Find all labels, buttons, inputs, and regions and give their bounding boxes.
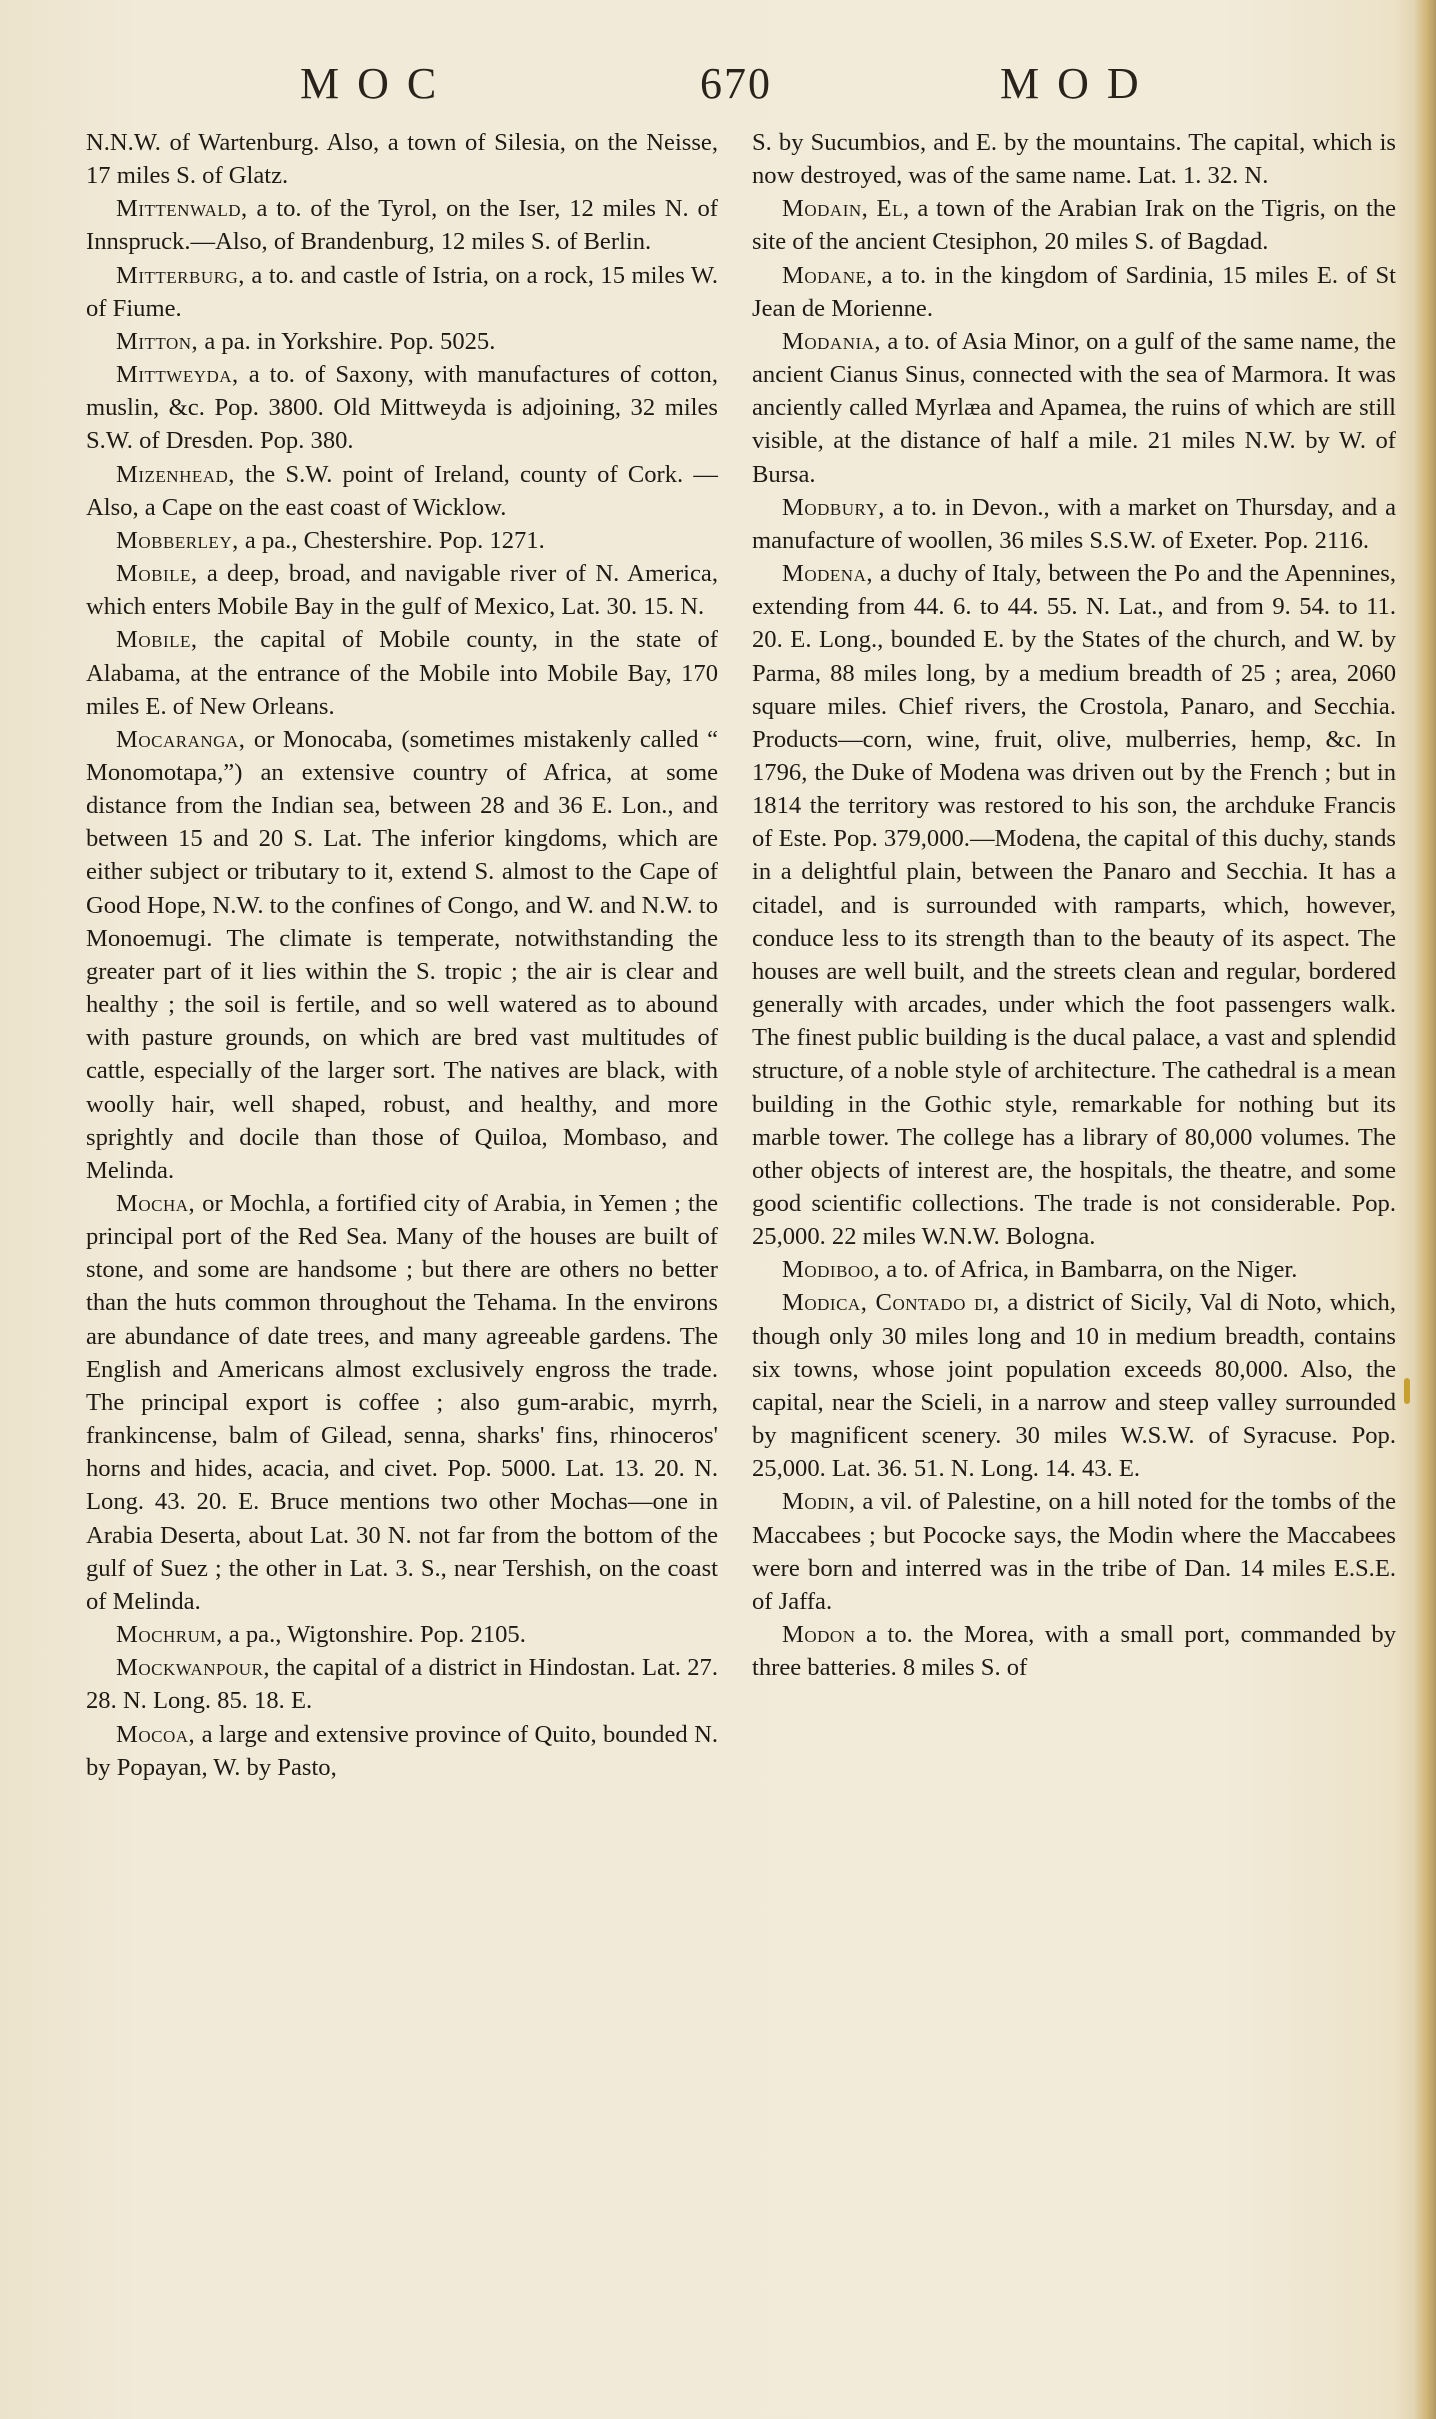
entry-headword: Modania,: [782, 327, 882, 355]
entry-text: a to. of the Tyrol, on the Iser, 12 miles N. of Innspruck.—Also, of Brandenburg, 12 miles S. of Berlin.: [86, 195, 718, 256]
entry-headword: Modbury,: [782, 493, 885, 521]
entry-text: the capital of Mobile county, in the state of Alabama, at the entrance of the Mobile into Mobile Bay, 170 miles E. of New Orleans.: [86, 626, 718, 720]
gazetteer-entry: [86, 1618, 718, 1651]
entry-headword: Mocoa,: [116, 1720, 196, 1748]
gazetteer-entry: [752, 192, 1396, 258]
entry-headword: Mobberley,: [116, 526, 239, 554]
entry-text: a to. of Asia Minor, on a gulf of the same name, the ancient Cianus Sinus, connected with the sea of Marmora. It was anciently called Myrlæa and Apamea, the ruins of which are still visible, at the distance of half a mile. 21 miles N.W. by W. of Bursa.: [752, 327, 1396, 488]
entry-text: N.N.W. of Wartenburg. Also, a town of Silesia, on the Neisse, 17 miles S. of Glatz.: [86, 129, 718, 190]
entry-headword: Mobile,: [116, 560, 198, 588]
entry-text: or Mochla, a fortified city of Arabia, in Yemen ; the principal port of the Red Sea. Many of the houses are built of stone, and some are handsome ; but there are others no better than the huts common throughout the Tehama. In the environs are abundance of date trees, and many agreeable gardens. The English and Americans almost exclusively engross the trade. The principal export is coffee ; also gum-arabic, myrrh, frankincense, balm of Gilead, senna, sharks' fins, rhinoceros' horns and hides, acacia, and civet. Pop. 5000. Lat. 13. 20. N. Long. 43. 20. E. Bruce mentions two other Mochas—one in Arabia Deserta, about Lat. 30 N. not far from the bottom of the gulf of Suez ; the other in Lat. 3. S., near Tershish, on the coast of Melinda.: [86, 1190, 718, 1615]
gazetteer-entry: [752, 1286, 1396, 1485]
entry-headword: Modin,: [782, 1488, 856, 1516]
entry-headword: Modiboo,: [782, 1256, 881, 1284]
entry-text: a to. of Africa, in Bambarra, on the Niger.: [880, 1256, 1298, 1284]
gazetteer-entry: [86, 524, 718, 557]
entry-text: a town of the Arabian Irak on the Tigris, on the site of the ancient Ctesiphon, 20 miles S. of Bagdad.: [752, 195, 1396, 256]
gazetteer-entry: [86, 623, 718, 722]
entry-text: a pa., Wigtonshire. Pop. 2105.: [222, 1621, 526, 1649]
gazetteer-entry: [752, 259, 1396, 325]
gazetteer-entry: [752, 126, 1396, 192]
gazetteer-entry: [752, 325, 1396, 491]
entry-headword: Modica, Contado di,: [782, 1289, 1000, 1317]
gazetteer-entry: [86, 723, 718, 1187]
entry-headword: Mockwanpour,: [116, 1654, 270, 1682]
entry-headword: Mittenwald,: [116, 195, 248, 223]
entry-text: a duchy of Italy, between the Po and the Apennines, extending from 44. 6. to 44. 55. N. Lat., and from 9. 54. to 11. 20. E. Long., bounded E. by the States of the church, and W. by Parma, 88 miles long, by a medium breadth of 25 ; area, 2060 square miles. Chief rivers, the Crostola, Panaro, and Secchia. Products—corn, wine, fruit, olive, mulberries, hemp, &c. In 1796, the Duke of Modena was driven out by the French ; but in 1814 the territory was restored to his son, the archduke Francis of Este. Pop. 379,000.—Modena, the capital of this duchy, stands in a delightful plain, between the Panaro and Secchia. It has a citadel, and is surrounded with ramparts, which, however, conduce less to its strength than to the beauty of its aspect. The houses are well built, and the streets clean and regular, bordered generally with arcades, under which the foot passengers walk. The finest public building is the ducal palace, a vast and splendid structure, of a noble style of architecture. The cathedral is a mean building in the Gothic style, remarkable for nothing but its marble tower. The college has a library of 80,000 volumes. The other objects of interest are, the hospitals, the theatre, and some good scientific collections. The trade is not considerable. Pop. 25,000. 22 miles W.N.W. Bologna.: [752, 560, 1396, 1251]
gazetteer-entry: [86, 325, 718, 358]
entry-text: a pa., Chestershire. Pop. 1271.: [238, 526, 545, 554]
entry-headword: Modain, El,: [782, 195, 910, 223]
entry-text: a large and extensive province of Quito, bounded N. by Popayan, W. by Pasto,: [86, 1720, 718, 1781]
entry-text: S. by Sucumbios, and E. by the mountains. The capital, which is now destroyed, was of the same name. Lat. 1. 32. N.: [752, 129, 1396, 190]
entry-text: a to. in Devon., with a market on Thursday, and a manufacture of woollen, 36 miles S.S.W. of Exeter. Pop. 2116.: [752, 493, 1396, 554]
entry-text: a district of Sicily, Val di Noto, which, though only 30 miles long and 10 in medium breadth, contains six towns, whose joint population exceeds 80,000. Also, the capital, near the Scieli, in a narrow and steep valley surrounded by magnificent scenery. 30 miles W.S.W. of Syracuse. Pop. 25,000. Lat. 36. 51. N. Long. 14. 43. E.: [752, 1289, 1396, 1483]
entry-text: or Monocaba, (sometimes mistakenly called “ Monomotapa,”) an extensive country of Africa, at some distance from the Indian sea, between 28 and 36 E. Lon., and between 15 and 20 S. Lat. The inferior kingdoms, which are either subject or tributary to it, extend S. almost to the Cape of Good Hope, N.W. to the confines of Congo, and W. and N.W. to Monoemugi. The climate is temperate, notwithstanding the greater part of it lies within the S. tropic ; the air is clear and healthy ; the soil is fertile, and so well watered as to abound with pasture grounds, on which are bred vast multitudes of cattle, especially of the larger sort. The natives are black, with woolly hair, well shaped, robust, and healthy, and more sprightly and docile than those of Quiloa, Mombaso, and Melinda.: [86, 725, 718, 1184]
entry-headword: Mocha,: [116, 1190, 196, 1217]
entry-text: the S.W. point of Ireland, county of Cork. —Also, a Cape on the east coast of Wicklow.: [86, 460, 718, 521]
left-column: [86, 126, 718, 1784]
entry-text: the capital of a district in Hindostan. Lat. 27. 28. N. Long. 85. 18. E.: [86, 1654, 718, 1715]
gazetteer-entry: [86, 358, 718, 457]
entry-headword: Modena,: [782, 560, 874, 588]
gazetteer-entry: [86, 1718, 718, 1784]
entry-headword: Modon: [782, 1621, 856, 1649]
gazetteer-entry: [752, 557, 1396, 1253]
gazetteer-entry: [86, 1187, 718, 1618]
running-header: [0, 58, 1436, 118]
entry-text: a deep, broad, and navigable river of N. America, which enters Mobile Bay in the gulf of Mexico, Lat. 30. 15. N.: [86, 560, 718, 621]
entry-headword: Mobile,: [116, 626, 198, 654]
gazetteer-entry: [86, 458, 718, 524]
header-right-guide: MOD: [1000, 59, 1157, 108]
entry-text: a vil. of Palestine, on a hill noted for the tombs of the Maccabees ; but Pococke says, the Modin where the Maccabees were born and interred was in the tribe of Dan. 14 miles E.S.E. of Jaffa.: [752, 1488, 1396, 1615]
entry-text: a to. and castle of Istria, on a rock, 15 miles W. of Fiume.: [86, 261, 718, 322]
margin-mark: [1404, 1378, 1410, 1404]
gazetteer-entry: [752, 1253, 1396, 1286]
entry-headword: Mocaranga,: [116, 725, 246, 753]
gazetteer-entry: [86, 1651, 718, 1717]
entry-headword: Mizenhead,: [116, 460, 235, 488]
gazetteer-entry: [752, 1618, 1396, 1684]
gazetteer-entry: [752, 1485, 1396, 1618]
gazetteer-entry: [86, 126, 718, 192]
gazetteer-entry: [86, 259, 718, 325]
page-number: 670: [700, 59, 772, 108]
entry-text: a to. the Morea, with a small port, commanded by three batteries. 8 miles S. of: [752, 1621, 1396, 1682]
entry-headword: Mitterburg,: [116, 261, 245, 289]
gazetteer-entry: [752, 491, 1396, 557]
entry-text: a to. of Saxony, with manufactures of cotton, muslin, &c. Pop. 3800. Old Mittweyda is adjoining, 32 miles S.W. of Dresden. Pop. 380.: [86, 361, 718, 455]
gazetteer-entry: [86, 557, 718, 623]
header-left-guide: MOC: [300, 59, 455, 108]
entry-headword: Mochrum,: [116, 1621, 223, 1649]
entry-headword: Mittweyda,: [116, 361, 239, 389]
entry-text: a to. in the kingdom of Sardinia, 15 miles E. of St Jean de Morienne.: [752, 261, 1396, 322]
page-edge: [1414, 0, 1436, 2419]
entry-headword: Modane,: [782, 261, 874, 289]
gazetteer-entry: [86, 192, 718, 258]
right-column: [752, 126, 1396, 1684]
entry-text: a pa. in Yorkshire. Pop. 5025.: [198, 327, 496, 355]
entry-headword: Mitton,: [116, 327, 199, 355]
